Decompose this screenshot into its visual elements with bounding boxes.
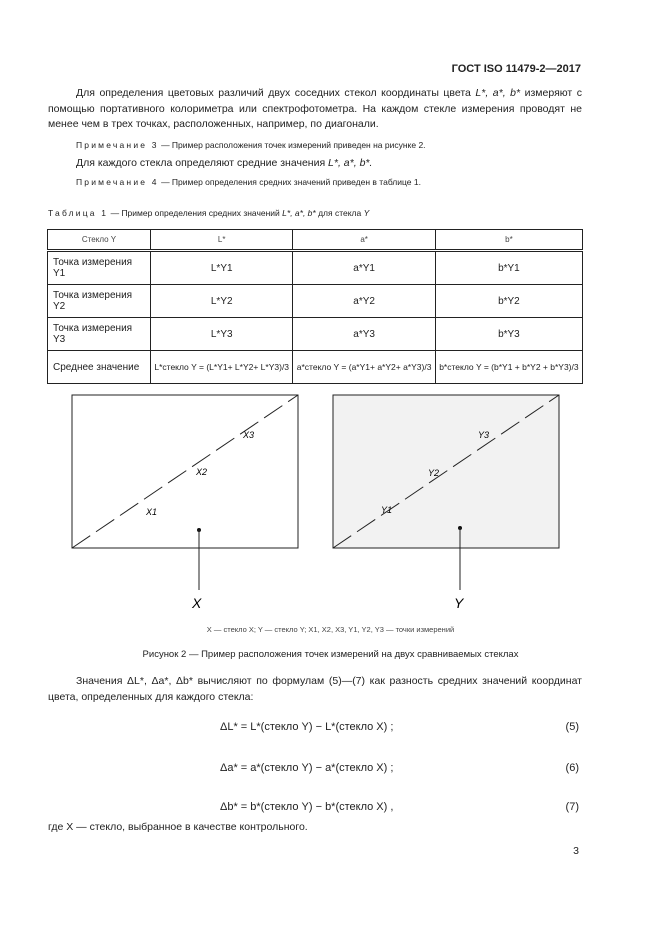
cell: a*Y2 xyxy=(293,285,435,318)
formula-7: Δb* = b*(стекло Y) − b*(стекло X) , xyxy=(220,801,394,813)
figure-legend: X — стекло X; Y — стекло Y; X1, X2, X3, Y1, Y2, Y3 — точки измерений xyxy=(206,625,455,634)
note-text: — Пример определения средних значений приведен в таблице 1. xyxy=(158,177,421,187)
formula-5: ΔL* = L*(стекло Y) − L*(стекло X) ; xyxy=(220,721,394,733)
header-cell: Стекло Y xyxy=(48,230,151,251)
table-row xyxy=(48,285,583,318)
note-4 xyxy=(48,175,582,191)
glass-y xyxy=(333,395,559,611)
intro-paragraph xyxy=(48,86,582,133)
cell: b*стекло Y = (b*Y1 + b*Y2 + b*Y3)/3 xyxy=(435,351,582,384)
cell: b*Y2 xyxy=(435,285,582,318)
note-3 xyxy=(48,138,582,154)
caption-text: — Пример определения средних значений xyxy=(108,208,283,218)
mean-values-table xyxy=(47,229,583,384)
cell: b*Y1 xyxy=(435,251,582,285)
header-cell: L* xyxy=(151,230,293,251)
figure-caption: Рисунок 2 — Пример расположения точек измерений на двух сравниваемых стеклах xyxy=(142,649,519,660)
document-id: ГОСТ ISO 11479-2—2017 xyxy=(451,63,581,75)
point-y1: Y1 xyxy=(381,505,393,515)
cell: L*Y3 xyxy=(151,318,293,351)
formula-6: Δa* = a*(стекло Y) − a*(стекло X) ; xyxy=(220,762,394,774)
caption-tail: для стекла xyxy=(315,208,364,218)
point-x2: X2 xyxy=(196,467,208,477)
glass-x xyxy=(72,395,298,611)
caption-lab: L*, a*, b* xyxy=(282,208,316,218)
point-x1: X1 xyxy=(146,507,158,517)
note-text: — Пример расположения точек измерений приведен на рисунке 2. xyxy=(158,140,426,150)
row-label: Точка измерения Y1 xyxy=(48,251,151,285)
lab-symbols: L*, a*, b* xyxy=(475,87,521,99)
mean-paragraph xyxy=(48,156,582,172)
header-cell: b* xyxy=(435,230,582,251)
cell: L*стекло Y = (L*Y1+ L*Y2+ L*Y3)/3 xyxy=(151,351,293,384)
lab-symbols: L*, a*, b*. xyxy=(328,157,373,169)
page-number: 3 xyxy=(573,845,579,857)
row-label: Точка измерения Y3 xyxy=(48,318,151,351)
cell: a*Y3 xyxy=(293,318,435,351)
formula-7-number: (7) xyxy=(565,801,579,813)
table-row xyxy=(48,251,583,285)
table-row xyxy=(48,351,583,384)
intro-text-2: измеряют с помощью портативного колориметра или спектрофотометра. На каждом стекле измерения проводят не менее чем в трех точках, расположенных, например, по диагонали. xyxy=(48,87,582,130)
caption-glass: Y xyxy=(363,208,370,218)
cell: L*Y1 xyxy=(151,251,293,285)
formula-5-number: (5) xyxy=(565,721,579,733)
cell: b*Y3 xyxy=(435,318,582,351)
point-x3: X3 xyxy=(243,430,255,440)
glass-y-label: Y xyxy=(454,595,464,611)
table-caption xyxy=(48,208,369,218)
point-y3: Y3 xyxy=(478,430,490,440)
cell: a*Y1 xyxy=(293,251,435,285)
glass-x-label: X xyxy=(192,595,202,611)
row-label: Среднее значение xyxy=(48,351,151,384)
figure-2 xyxy=(0,380,661,620)
intro-text: Для определения цветовых различий двух соседних стекол координаты цвета xyxy=(76,87,476,99)
table-row xyxy=(48,318,583,351)
point-y2: Y2 xyxy=(428,468,440,478)
mean-text: Для каждого стекла определяют средние значения xyxy=(76,157,329,169)
cell: a*стекло Y = (a*Y1+ a*Y2+ a*Y3)/3 xyxy=(293,351,435,384)
delta-paragraph: Значения ΔL*, Δa*, Δb* вычисляют по формулам (5)—(7) как разность средних значений координат цвета, определенных для каждого стекла: xyxy=(48,675,582,703)
note-label: Примечание 3 xyxy=(76,140,159,150)
header-cell: a* xyxy=(293,230,435,251)
cell: L*Y2 xyxy=(151,285,293,318)
note-label: Примечание 4 xyxy=(76,177,159,187)
where-clause: где X — стекло, выбранное в качестве контрольного. xyxy=(48,821,308,833)
formula-6-number: (6) xyxy=(565,762,579,774)
row-label: Точка измерения Y2 xyxy=(48,285,151,318)
table-header-row xyxy=(48,230,583,251)
caption-label: Таблица 1 xyxy=(48,208,109,218)
